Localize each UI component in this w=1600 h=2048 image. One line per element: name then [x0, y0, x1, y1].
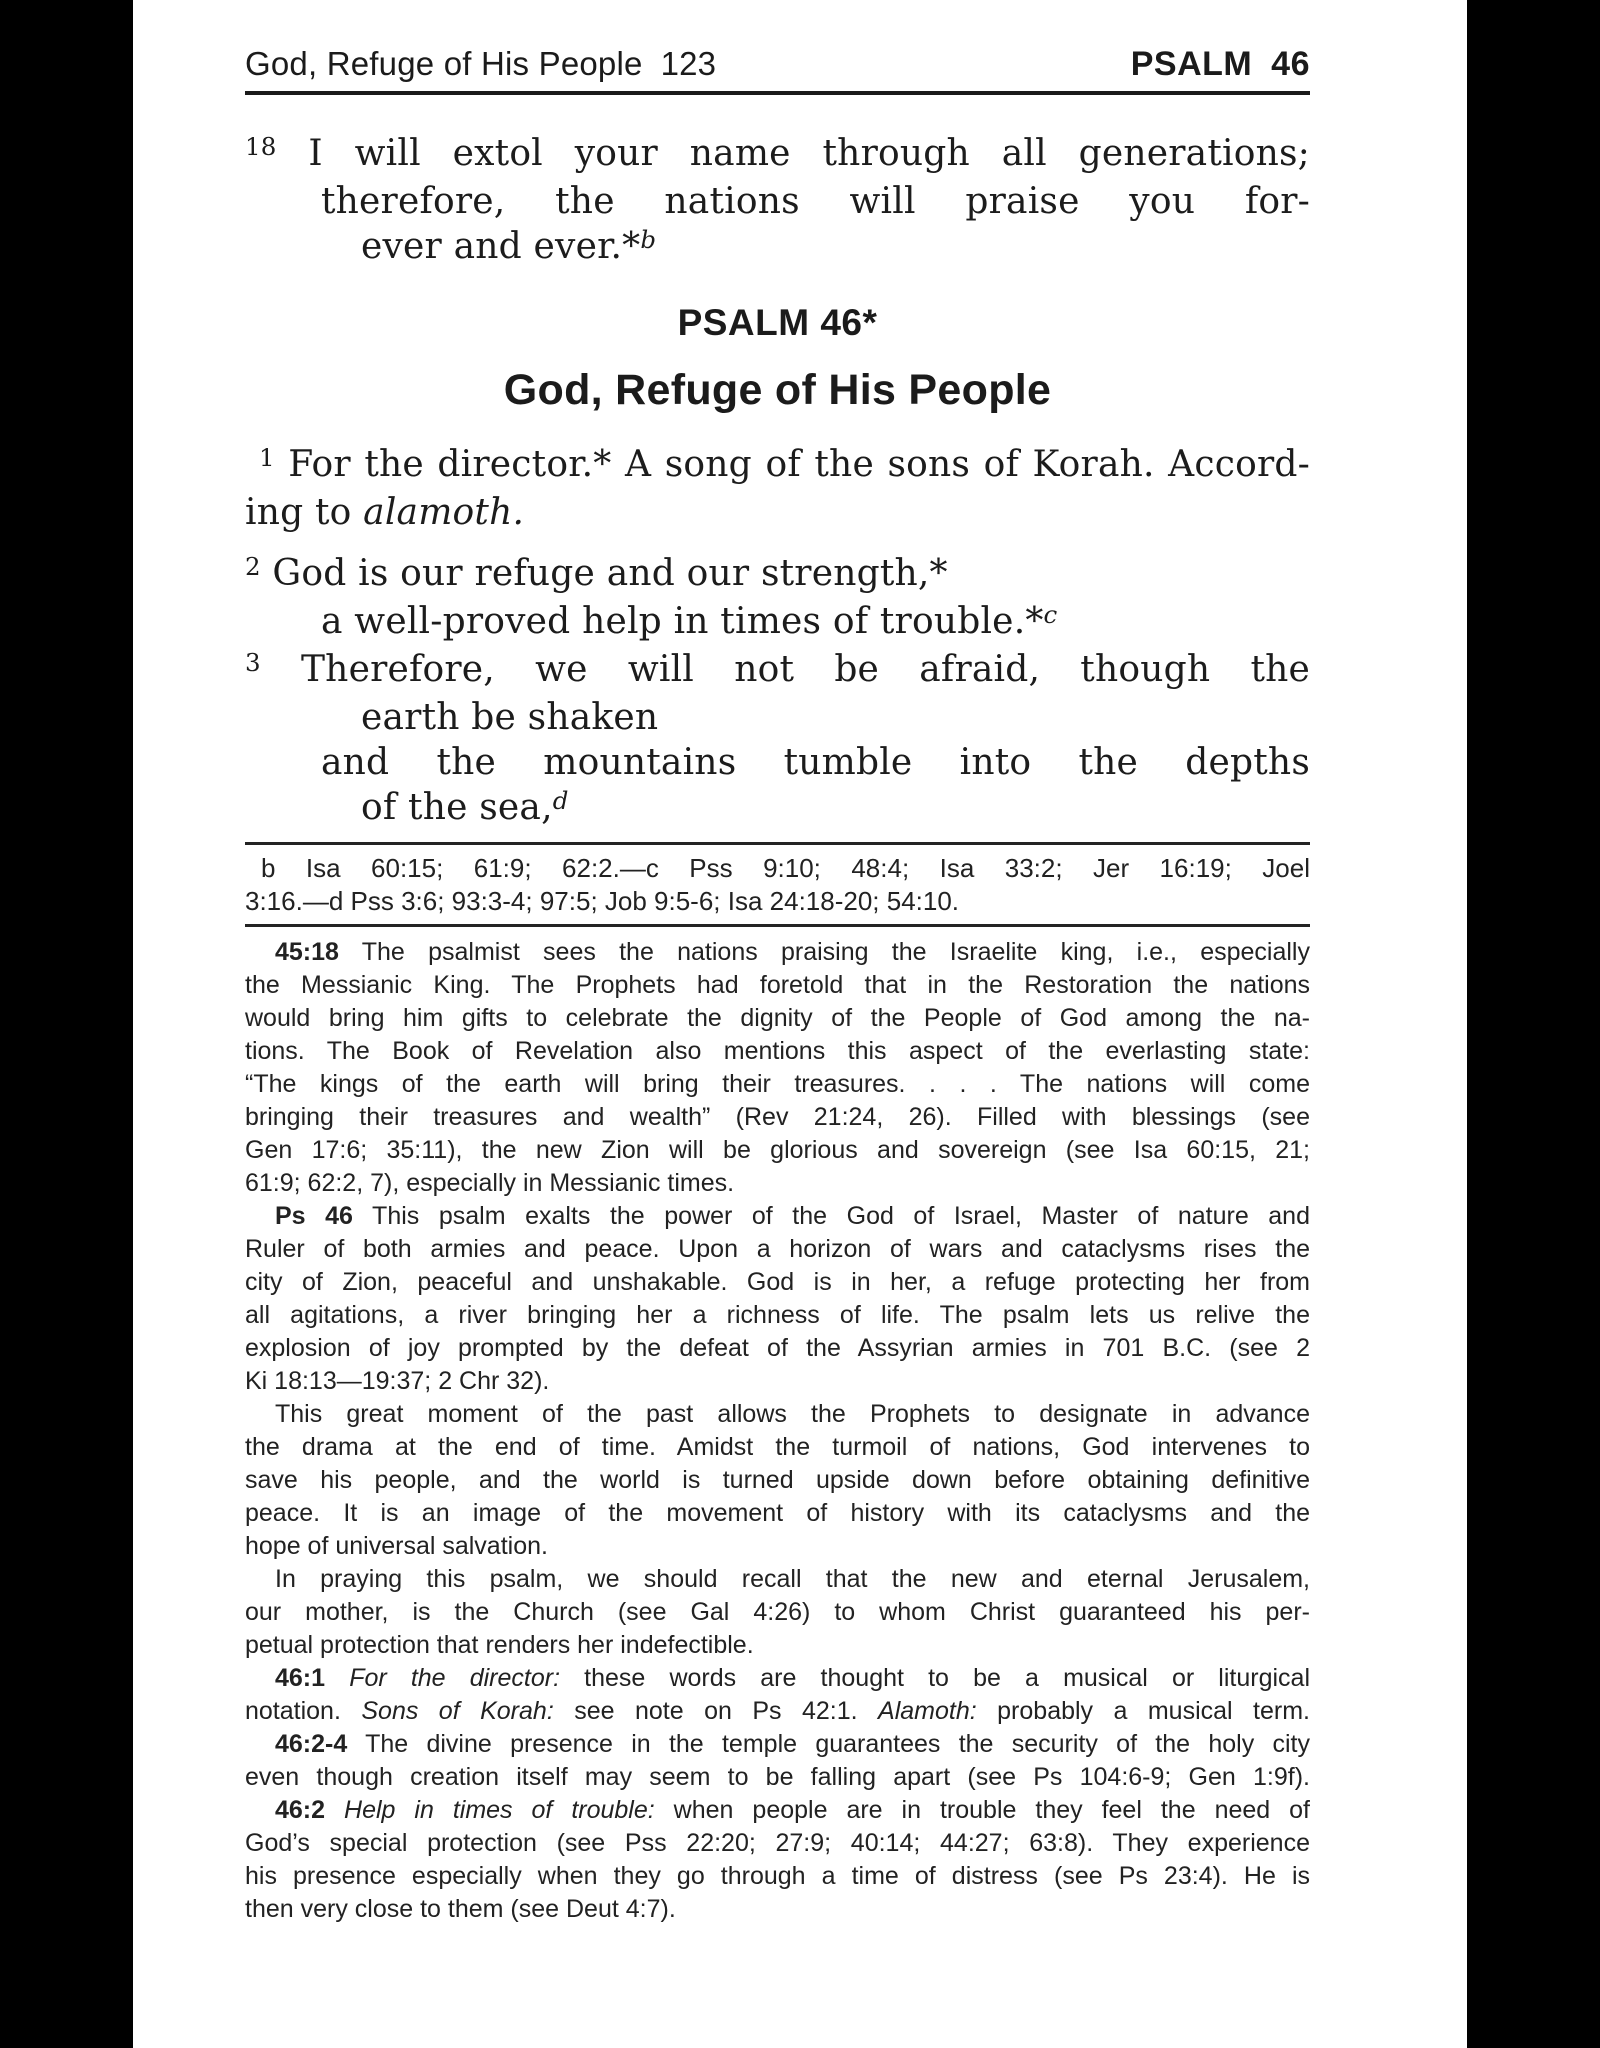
text-segment: “The kings of the earth will bring their treasures. . . . The nations will come	[245, 1070, 1310, 1098]
text-segment: his presence especially when they go through a time of distress (see Ps 23:4). He is	[245, 1862, 1310, 1890]
text-segment: b	[640, 224, 657, 254]
text-line	[245, 1002, 1310, 1035]
running-title: God, Refuge of His People	[245, 45, 643, 82]
scripture-section	[245, 131, 1310, 833]
text-line	[245, 1134, 1310, 1167]
verse-18	[245, 131, 1310, 272]
commentary-paragraph	[245, 1398, 1310, 1563]
text-line	[245, 551, 1310, 599]
text-segment: would bring him gifts to celebrate the dignity of the People of God among the na-	[245, 1004, 1310, 1032]
text-segment: I will extol your name through all generations;	[276, 133, 1310, 174]
text-segment: hope of universal salvation.	[245, 1532, 548, 1560]
text-segment	[325, 1664, 349, 1692]
verse-1	[245, 442, 1310, 535]
text-segment: 18	[245, 131, 277, 161]
text-segment: 45:18	[275, 938, 339, 966]
text-segment: Alamoth:	[878, 1697, 977, 1725]
text-segment: a well-proved help in times of trouble.*	[321, 601, 1044, 642]
text-segment: 1	[259, 442, 275, 472]
book-page	[133, 0, 1467, 2048]
text-segment: when people are in trouble they feel the need of	[654, 1796, 1311, 1824]
text-line	[245, 1464, 1310, 1497]
text-segment: bringing their treasures and wealth” (Rev 21:24, 26). Filled with blessings (see	[245, 1103, 1310, 1131]
commentary-paragraph	[245, 1200, 1310, 1398]
text-line	[245, 885, 1310, 918]
text-line	[245, 1431, 1310, 1464]
text-segment: ing to	[245, 492, 364, 533]
text-segment: Ruler of both armies and peace. Upon a horizon of wars and cataclysms rises the	[245, 1235, 1310, 1263]
text-segment: God is our refuge and our strength,*	[260, 553, 948, 594]
text-segment: earth be shaken	[361, 697, 659, 738]
text-line	[245, 1893, 1310, 1926]
text-segment: This great moment of the past allows the Prophets to designate in advance	[275, 1400, 1310, 1428]
text-segment: 61:9; 62:2, 7), especially in Messianic times.	[245, 1169, 735, 1197]
text-segment: God’s special protection (see Pss 22:20; 27:9; 40:14; 44:27; 63:8). They experience	[245, 1829, 1310, 1857]
psalm-title-heading: God, Refuge of His People	[503, 366, 1052, 414]
text-segment: 46:1	[275, 1664, 326, 1692]
text-segment: the drama at the end of time. Amidst the turmoil of nations, God intervenes to	[245, 1433, 1310, 1461]
text-segment: the Messianic King. The Prophets had foretold that in the Restoration the nations	[245, 971, 1310, 999]
text-line	[245, 969, 1310, 1002]
text-line	[245, 1167, 1310, 1200]
text-line	[245, 1101, 1310, 1134]
text-segment: therefore, the nations will praise you for-	[321, 181, 1310, 222]
text-line	[245, 1233, 1310, 1266]
text-line	[245, 1365, 1310, 1398]
commentary-paragraph	[245, 1563, 1310, 1662]
text-line	[245, 1860, 1310, 1893]
commentary-paragraph	[245, 1662, 1310, 1728]
text-segment: For the director:	[349, 1664, 561, 1692]
running-psalm-label: PSALM 46	[1130, 45, 1310, 83]
commentary-paragraph	[245, 1794, 1310, 1926]
text-segment: all agitations, a river bringing her a richness of life. The psalm lets us relive the	[245, 1301, 1310, 1329]
text-segment	[325, 1796, 344, 1824]
running-header	[245, 0, 1310, 82]
text-segment: 3:16.—d Pss 3:6; 93:3-4; 97:5; Job 9:5-6; Isa 24:18-20; 54:10.	[245, 886, 960, 916]
cross-references	[245, 845, 1310, 924]
verses-2-3	[245, 551, 1310, 833]
text-segment: Therefore, we will not be afraid, though the	[260, 649, 1310, 690]
text-segment: petual protection that renders her indefectible.	[245, 1631, 754, 1659]
text-segment: c	[1043, 599, 1058, 629]
text-segment: our mother, is the Church (see Gal 4:26) to whom Christ guaranteed his per-	[245, 1598, 1310, 1626]
text-line	[245, 1728, 1310, 1761]
text-segment: Ki 18:13—19:37; 2 Chr 32).	[245, 1367, 550, 1395]
header-rule	[245, 91, 1310, 95]
text-segment: 3	[245, 647, 261, 677]
text-line	[245, 1761, 1310, 1794]
psalm-number-heading: PSALM 46*	[677, 302, 878, 343]
text-segment: alamoth.	[363, 492, 525, 533]
crossref-rule-bottom	[245, 924, 1310, 927]
text-line	[245, 852, 1310, 885]
text-line	[245, 1299, 1310, 1332]
text-segment: Sons of Korah:	[361, 1697, 554, 1725]
text-segment: 2	[245, 551, 261, 581]
text-segment: even though creation itself may seem to be falling apart (see Ps 104:6-9; Gen 1:9f).	[245, 1763, 1310, 1791]
text-segment: explosion of joy prompted by the defeat of the Assyrian armies in 701 B.C. (see 2	[245, 1334, 1310, 1362]
page-number: 123	[660, 45, 717, 82]
text-segment: see note on Ps 42:1.	[553, 1697, 879, 1725]
text-line	[245, 1596, 1310, 1629]
commentary-notes	[245, 936, 1310, 1926]
text-line	[245, 1497, 1310, 1530]
text-segment: This psalm exalts the power of the God of Israel, Master of nature and	[352, 1202, 1310, 1230]
text-line	[245, 1530, 1310, 1563]
text-segment: 46:2-4	[275, 1730, 348, 1758]
text-segment: ever and ever.*	[361, 226, 641, 267]
text-line	[245, 442, 1310, 490]
commentary-paragraph	[245, 936, 1310, 1200]
text-line	[245, 695, 1310, 740]
page-content	[245, 0, 1310, 1926]
text-segment: Gen 17:6; 35:11), the new Zion will be glorious and sovereign (see Isa 60:15, 21;	[245, 1136, 1310, 1164]
text-segment: b Isa 60:15; 61:9; 62:2.—c Pss 9:10; 48:4; Isa 33:2; Jer 16:19; Joel	[261, 853, 1310, 883]
text-line	[245, 1068, 1310, 1101]
text-line	[245, 740, 1310, 785]
text-segment: Help in times of trouble:	[344, 1796, 655, 1824]
text-line	[245, 179, 1310, 224]
text-line	[245, 1794, 1310, 1827]
text-segment: notation.	[245, 1697, 362, 1725]
text-segment: save his people, and the world is turned upside down before obtaining definitive	[245, 1466, 1310, 1494]
text-line	[245, 936, 1310, 969]
text-line	[245, 224, 1310, 272]
text-line	[245, 1035, 1310, 1068]
text-line	[245, 131, 1310, 179]
text-segment: of the sea,	[361, 787, 553, 828]
text-segment: The psalmist sees the nations praising the Israelite king, i.e., especially	[338, 938, 1310, 966]
text-line	[245, 1266, 1310, 1299]
text-line	[245, 785, 1310, 833]
text-segment: The divine presence in the temple guarantees the security of the holy city	[347, 1730, 1310, 1758]
text-line	[245, 1200, 1310, 1233]
text-segment: Ps 46	[275, 1202, 353, 1230]
text-segment: peace. It is an image of the movement of history with its cataclysms and the	[245, 1499, 1310, 1527]
text-segment: probably a musical term.	[976, 1697, 1310, 1725]
text-segment: 46:2	[275, 1796, 326, 1824]
text-segment: then very close to them (see Deut 4:7).	[245, 1895, 676, 1923]
text-segment: d	[552, 785, 569, 815]
text-segment: tions. The Book of Revelation also mentions this aspect of the everlasting state:	[245, 1037, 1310, 1065]
text-segment: city of Zion, peaceful and unshakable. God is in her, a refuge protecting her from	[245, 1268, 1310, 1296]
commentary-paragraph	[245, 1728, 1310, 1794]
text-line	[245, 1398, 1310, 1431]
text-segment: these words are thought to be a musical or liturgical	[560, 1664, 1311, 1692]
running-header-left	[245, 46, 716, 82]
text-line	[245, 1332, 1310, 1365]
text-line	[245, 599, 1310, 647]
text-segment: and the mountains tumble into the depths	[321, 742, 1310, 783]
text-line	[245, 1629, 1310, 1662]
text-line	[245, 1662, 1310, 1695]
text-line	[245, 1695, 1310, 1728]
text-segment: For the director.* A song of the sons of Korah. Accord-	[274, 444, 1310, 485]
text-line	[245, 1563, 1310, 1596]
text-segment: In praying this psalm, we should recall that the new and eternal Jerusalem,	[275, 1565, 1310, 1593]
text-line	[245, 490, 1310, 535]
text-line	[245, 647, 1310, 695]
text-line	[245, 1827, 1310, 1860]
